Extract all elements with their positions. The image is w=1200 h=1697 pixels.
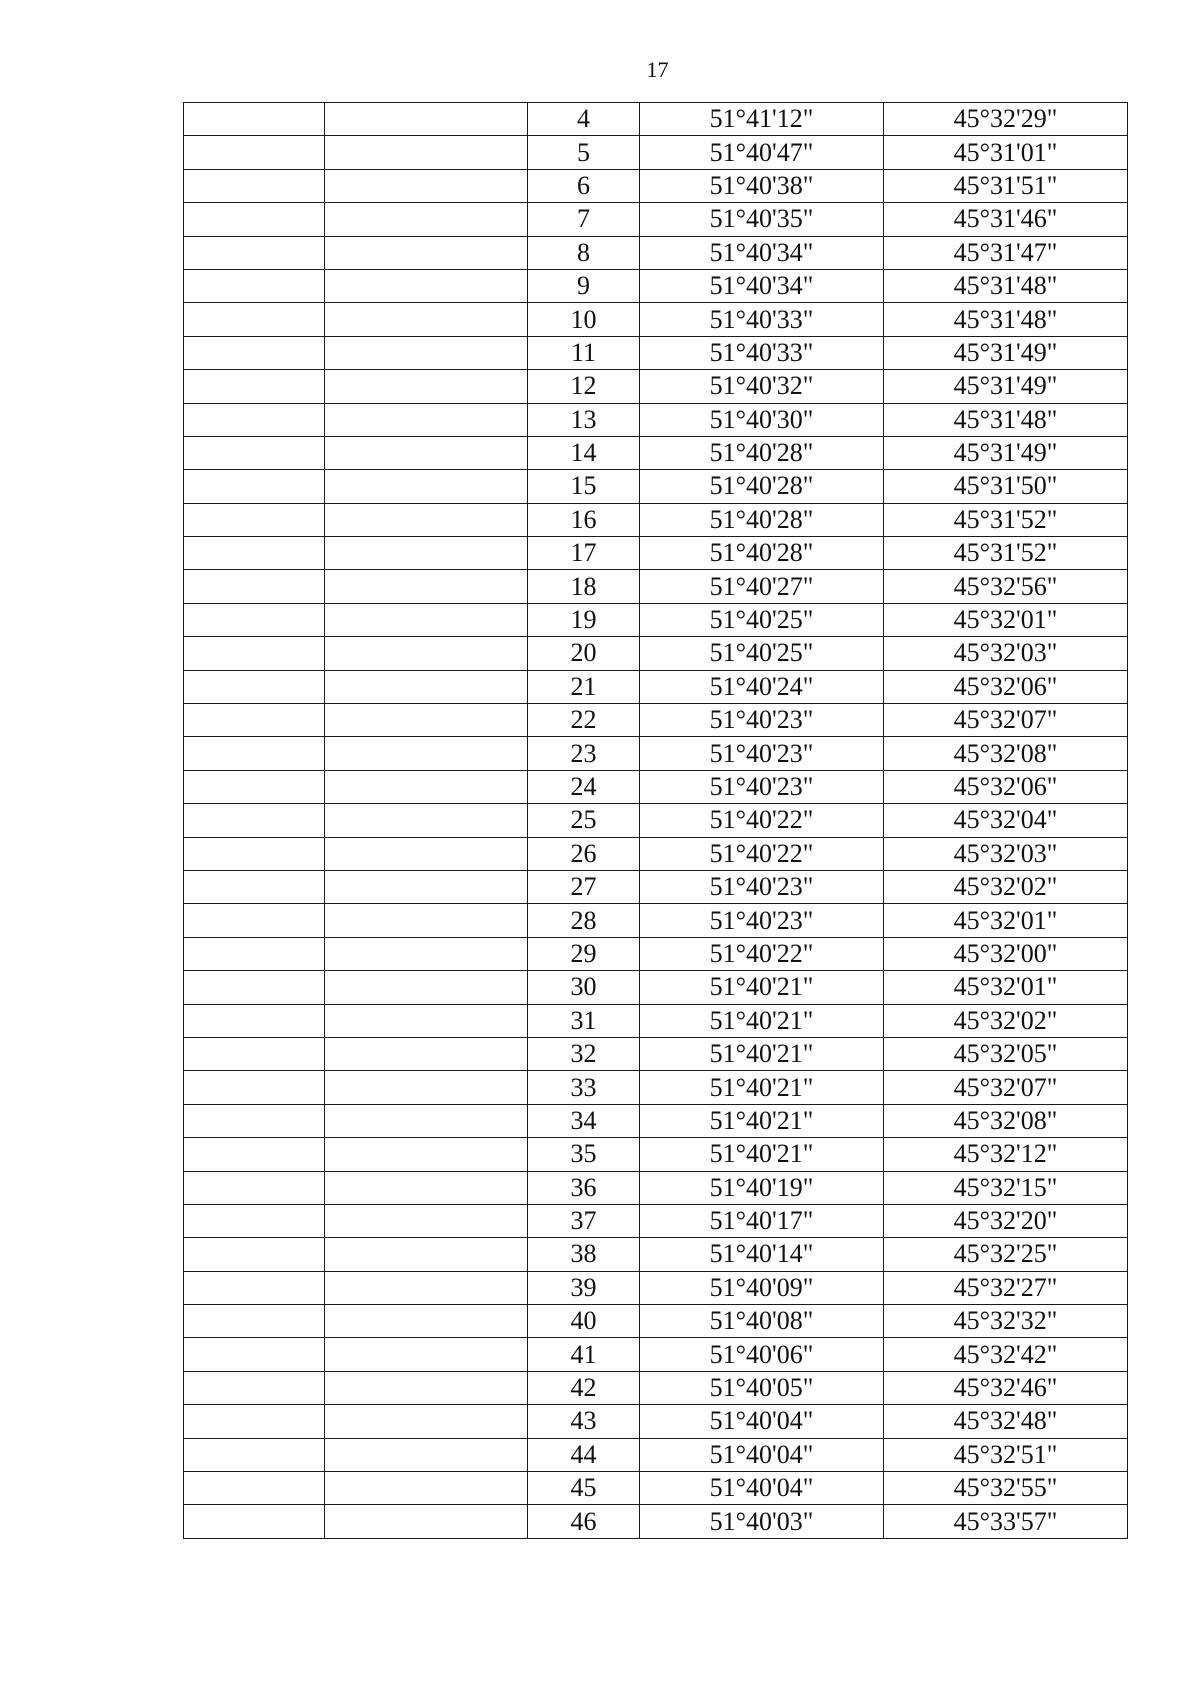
blank-cell [184, 670, 325, 703]
point-number-cell: 37 [528, 1204, 640, 1237]
blank-cell [184, 770, 325, 803]
coordinate-cell-a: 51°40'21" [640, 1037, 884, 1070]
coordinate-cell-a: 51°40'22" [640, 804, 884, 837]
coordinate-cell-a: 51°40'23" [640, 870, 884, 903]
blank-cell [184, 370, 325, 403]
coordinate-cell-a: 51°40'28" [640, 470, 884, 503]
coordinate-cell-b: 45°32'02" [884, 870, 1128, 903]
coordinate-cell-a: 51°40'38" [640, 169, 884, 202]
blank-cell [325, 1405, 528, 1438]
blank-cell [184, 1071, 325, 1104]
page-number: 17 [646, 57, 669, 82]
coordinate-cell-b: 45°31'01" [884, 136, 1128, 169]
coordinate-cell-a: 51°40'23" [640, 770, 884, 803]
coordinate-cell-b: 45°32'20" [884, 1204, 1128, 1237]
table-row [184, 1037, 1128, 1070]
point-number-cell: 29 [528, 937, 640, 970]
point-number-cell: 4 [528, 103, 640, 136]
blank-cell [184, 236, 325, 269]
point-number-cell: 32 [528, 1037, 640, 1070]
point-number-cell: 43 [528, 1405, 640, 1438]
table-row [184, 136, 1128, 169]
coordinate-cell-a: 51°40'23" [640, 737, 884, 770]
coordinate-cell-b: 45°32'03" [884, 837, 1128, 870]
blank-cell [325, 870, 528, 903]
coordinate-cell-b: 45°31'49" [884, 370, 1128, 403]
point-number-cell: 25 [528, 804, 640, 837]
point-number-cell: 41 [528, 1338, 640, 1371]
blank-cell [184, 904, 325, 937]
table-row [184, 603, 1128, 636]
coordinates-table [183, 102, 1128, 1539]
blank-cell [325, 336, 528, 369]
table-row [184, 269, 1128, 302]
coordinate-cell-b: 45°32'46" [884, 1371, 1128, 1404]
coordinate-cell-a: 51°40'21" [640, 1104, 884, 1137]
coordinate-cell-b: 45°32'06" [884, 670, 1128, 703]
table-row [184, 870, 1128, 903]
blank-cell [325, 370, 528, 403]
blank-cell [325, 1271, 528, 1304]
coordinate-cell-b: 45°32'07" [884, 704, 1128, 737]
blank-cell [325, 1004, 528, 1037]
coordinate-cell-b: 45°32'27" [884, 1271, 1128, 1304]
blank-cell [325, 403, 528, 436]
coordinate-cell-b: 45°31'48" [884, 269, 1128, 302]
point-number-cell: 36 [528, 1171, 640, 1204]
coordinate-cell-b: 45°32'25" [884, 1238, 1128, 1271]
blank-cell [325, 1305, 528, 1338]
point-number-cell: 26 [528, 837, 640, 870]
coordinate-cell-a: 51°40'28" [640, 503, 884, 536]
blank-cell [184, 737, 325, 770]
coordinates-table-body [184, 103, 1128, 1539]
blank-cell [325, 1204, 528, 1237]
blank-cell [325, 1238, 528, 1271]
table-row [184, 537, 1128, 570]
table-row [184, 1305, 1128, 1338]
blank-cell [325, 1104, 528, 1137]
blank-cell [325, 1171, 528, 1204]
coordinate-cell-b: 45°32'06" [884, 770, 1128, 803]
table-row [184, 1004, 1128, 1037]
blank-cell [184, 837, 325, 870]
coordinate-cell-a: 51°40'21" [640, 1071, 884, 1104]
table-row [184, 1204, 1128, 1237]
blank-cell [325, 169, 528, 202]
blank-cell [325, 269, 528, 302]
coordinate-cell-b: 45°32'02" [884, 1004, 1128, 1037]
table-row [184, 169, 1128, 202]
blank-cell [184, 937, 325, 970]
coordinate-cell-a: 51°40'35" [640, 203, 884, 236]
coordinate-cell-b: 45°32'08" [884, 1104, 1128, 1137]
point-number-cell: 14 [528, 436, 640, 469]
table-row [184, 403, 1128, 436]
blank-cell [184, 103, 325, 136]
point-number-cell: 23 [528, 737, 640, 770]
coordinate-cell-a: 51°40'25" [640, 637, 884, 670]
table-row [184, 770, 1128, 803]
coordinate-cell-a: 51°40'17" [640, 1204, 884, 1237]
coordinate-cell-a: 51°40'34" [640, 236, 884, 269]
coordinate-cell-a: 51°40'09" [640, 1271, 884, 1304]
coordinate-cell-a: 51°40'04" [640, 1405, 884, 1438]
blank-cell [325, 503, 528, 536]
table-row [184, 1104, 1128, 1137]
table-row [184, 570, 1128, 603]
blank-cell [184, 870, 325, 903]
table-row [184, 937, 1128, 970]
coordinate-cell-a: 51°40'04" [640, 1472, 884, 1505]
point-number-cell: 6 [528, 169, 640, 202]
coordinate-cell-b: 45°31'48" [884, 403, 1128, 436]
blank-cell [184, 436, 325, 469]
coordinate-cell-a: 51°40'21" [640, 971, 884, 1004]
blank-cell [184, 1138, 325, 1171]
coordinate-cell-b: 45°32'15" [884, 1171, 1128, 1204]
coordinate-cell-b: 45°31'52" [884, 503, 1128, 536]
blank-cell [184, 136, 325, 169]
point-number-cell: 22 [528, 704, 640, 737]
blank-cell [325, 737, 528, 770]
coordinate-cell-a: 51°40'08" [640, 1305, 884, 1338]
point-number-cell: 11 [528, 336, 640, 369]
blank-cell [184, 603, 325, 636]
blank-cell [184, 1171, 325, 1204]
coordinate-cell-b: 45°31'51" [884, 169, 1128, 202]
point-number-cell: 39 [528, 1271, 640, 1304]
table-row [184, 1271, 1128, 1304]
blank-cell [325, 203, 528, 236]
coordinate-cell-b: 45°32'01" [884, 904, 1128, 937]
coordinate-cell-a: 51°40'27" [640, 570, 884, 603]
coordinate-cell-b: 45°32'01" [884, 603, 1128, 636]
point-number-cell: 9 [528, 269, 640, 302]
point-number-cell: 13 [528, 403, 640, 436]
table-row [184, 837, 1128, 870]
table-row [184, 303, 1128, 336]
blank-cell [325, 837, 528, 870]
blank-cell [184, 1271, 325, 1304]
coordinate-cell-b: 45°31'50" [884, 470, 1128, 503]
blank-cell [184, 470, 325, 503]
coordinate-cell-b: 45°31'46" [884, 203, 1128, 236]
point-number-cell: 20 [528, 637, 640, 670]
point-number-cell: 17 [528, 537, 640, 570]
point-number-cell: 31 [528, 1004, 640, 1037]
table-row [184, 1472, 1128, 1505]
blank-cell [325, 1438, 528, 1471]
blank-cell [325, 303, 528, 336]
blank-cell [184, 637, 325, 670]
coordinate-cell-b: 45°31'49" [884, 436, 1128, 469]
blank-cell [184, 1472, 325, 1505]
coordinate-cell-b: 45°33'57" [884, 1505, 1128, 1538]
blank-cell [184, 336, 325, 369]
coordinate-cell-b: 45°32'56" [884, 570, 1128, 603]
coordinate-cell-a: 51°40'33" [640, 303, 884, 336]
table-row [184, 336, 1128, 369]
coordinate-cell-b: 45°32'08" [884, 737, 1128, 770]
table-row [184, 1438, 1128, 1471]
coordinate-cell-a: 51°40'25" [640, 603, 884, 636]
blank-cell [325, 136, 528, 169]
point-number-cell: 7 [528, 203, 640, 236]
blank-cell [184, 537, 325, 570]
table-row [184, 670, 1128, 703]
table-row [184, 804, 1128, 837]
coordinate-cell-a: 51°40'47" [640, 136, 884, 169]
blank-cell [325, 1472, 528, 1505]
blank-cell [184, 1505, 325, 1538]
blank-cell [184, 269, 325, 302]
coordinate-cell-a: 51°40'30" [640, 403, 884, 436]
point-number-cell: 10 [528, 303, 640, 336]
coordinate-cell-b: 45°32'55" [884, 1472, 1128, 1505]
coordinate-cell-a: 51°40'34" [640, 269, 884, 302]
coordinate-cell-a: 51°40'33" [640, 336, 884, 369]
table-row [184, 904, 1128, 937]
table-row [184, 103, 1128, 136]
blank-cell [325, 603, 528, 636]
table-row [184, 470, 1128, 503]
coordinate-cell-a: 51°40'22" [640, 837, 884, 870]
point-number-cell: 38 [528, 1238, 640, 1271]
point-number-cell: 30 [528, 971, 640, 1004]
coordinate-cell-a: 51°41'12" [640, 103, 884, 136]
table-row [184, 1338, 1128, 1371]
coordinate-cell-b: 45°31'47" [884, 236, 1128, 269]
point-number-cell: 8 [528, 236, 640, 269]
table-row [184, 1371, 1128, 1404]
blank-cell [184, 1037, 325, 1070]
blank-cell [184, 1371, 325, 1404]
blank-cell [184, 303, 325, 336]
table-row [184, 1071, 1128, 1104]
blank-cell [325, 1338, 528, 1371]
blank-cell [325, 704, 528, 737]
point-number-cell: 34 [528, 1104, 640, 1137]
blank-cell [325, 770, 528, 803]
blank-cell [184, 1104, 325, 1137]
blank-cell [325, 570, 528, 603]
table-row [184, 1405, 1128, 1438]
blank-cell [184, 1438, 325, 1471]
coordinate-cell-b: 45°32'48" [884, 1405, 1128, 1438]
blank-cell [325, 1037, 528, 1070]
table-row [184, 236, 1128, 269]
table-row [184, 971, 1128, 1004]
blank-cell [184, 1204, 325, 1237]
table-row [184, 1171, 1128, 1204]
coordinate-cell-b: 45°31'52" [884, 537, 1128, 570]
blank-cell [325, 103, 528, 136]
blank-cell [325, 670, 528, 703]
point-number-cell: 19 [528, 603, 640, 636]
blank-cell [325, 1371, 528, 1404]
blank-cell [325, 804, 528, 837]
table-row [184, 637, 1128, 670]
blank-cell [325, 1071, 528, 1104]
coordinate-cell-b: 45°32'32" [884, 1305, 1128, 1338]
table-row [184, 737, 1128, 770]
point-number-cell: 27 [528, 870, 640, 903]
coordinate-cell-a: 51°40'22" [640, 937, 884, 970]
point-number-cell: 40 [528, 1305, 640, 1338]
blank-cell [184, 403, 325, 436]
blank-cell [184, 1338, 325, 1371]
coordinate-cell-a: 51°40'14" [640, 1238, 884, 1271]
coordinate-cell-a: 51°40'21" [640, 1138, 884, 1171]
point-number-cell: 46 [528, 1505, 640, 1538]
point-number-cell: 33 [528, 1071, 640, 1104]
point-number-cell: 12 [528, 370, 640, 403]
table-row [184, 436, 1128, 469]
blank-cell [325, 537, 528, 570]
coordinate-cell-a: 51°40'04" [640, 1438, 884, 1471]
blank-cell [184, 1405, 325, 1438]
blank-cell [325, 470, 528, 503]
coordinate-cell-a: 51°40'28" [640, 436, 884, 469]
point-number-cell: 42 [528, 1371, 640, 1404]
blank-cell [325, 1138, 528, 1171]
coordinate-cell-b: 45°32'03" [884, 637, 1128, 670]
point-number-cell: 44 [528, 1438, 640, 1471]
point-number-cell: 24 [528, 770, 640, 803]
coordinate-cell-a: 51°40'05" [640, 1371, 884, 1404]
blank-cell [184, 971, 325, 1004]
coordinate-cell-a: 51°40'28" [640, 537, 884, 570]
blank-cell [184, 704, 325, 737]
coordinate-cell-b: 45°32'51" [884, 1438, 1128, 1471]
blank-cell [184, 1305, 325, 1338]
coordinate-cell-b: 45°32'04" [884, 804, 1128, 837]
blank-cell [325, 1505, 528, 1538]
coordinate-cell-a: 51°40'24" [640, 670, 884, 703]
point-number-cell: 28 [528, 904, 640, 937]
blank-cell [184, 1004, 325, 1037]
blank-cell [184, 503, 325, 536]
point-number-cell: 15 [528, 470, 640, 503]
blank-cell [325, 971, 528, 1004]
blank-cell [184, 804, 325, 837]
blank-cell [184, 1238, 325, 1271]
coordinate-cell-b: 45°32'07" [884, 1071, 1128, 1104]
coordinate-cell-b: 45°32'01" [884, 971, 1128, 1004]
table-row [184, 203, 1128, 236]
coordinate-cell-b: 45°32'12" [884, 1138, 1128, 1171]
coordinate-cell-b: 45°32'29" [884, 103, 1128, 136]
coordinate-cell-a: 51°40'03" [640, 1505, 884, 1538]
table-row [184, 503, 1128, 536]
coordinate-cell-b: 45°31'49" [884, 336, 1128, 369]
coordinate-cell-b: 45°32'05" [884, 1037, 1128, 1070]
table-row [184, 370, 1128, 403]
point-number-cell: 35 [528, 1138, 640, 1171]
coordinate-cell-a: 51°40'06" [640, 1338, 884, 1371]
blank-cell [325, 904, 528, 937]
blank-cell [325, 637, 528, 670]
coordinate-cell-a: 51°40'19" [640, 1171, 884, 1204]
blank-cell [325, 236, 528, 269]
coordinate-cell-a: 51°40'23" [640, 704, 884, 737]
table-row [184, 1505, 1128, 1538]
blank-cell [184, 169, 325, 202]
coordinate-cell-b: 45°31'48" [884, 303, 1128, 336]
table-row [184, 704, 1128, 737]
blank-cell [184, 570, 325, 603]
coordinate-cell-a: 51°40'32" [640, 370, 884, 403]
table-row [184, 1238, 1128, 1271]
blank-cell [184, 203, 325, 236]
blank-cell [325, 436, 528, 469]
table-row [184, 1138, 1128, 1171]
coordinate-cell-b: 45°32'42" [884, 1338, 1128, 1371]
point-number-cell: 18 [528, 570, 640, 603]
coordinate-cell-a: 51°40'23" [640, 904, 884, 937]
coordinate-cell-b: 45°32'00" [884, 937, 1128, 970]
point-number-cell: 45 [528, 1472, 640, 1505]
point-number-cell: 5 [528, 136, 640, 169]
blank-cell [325, 937, 528, 970]
coordinate-cell-a: 51°40'21" [640, 1004, 884, 1037]
point-number-cell: 21 [528, 670, 640, 703]
point-number-cell: 16 [528, 503, 640, 536]
